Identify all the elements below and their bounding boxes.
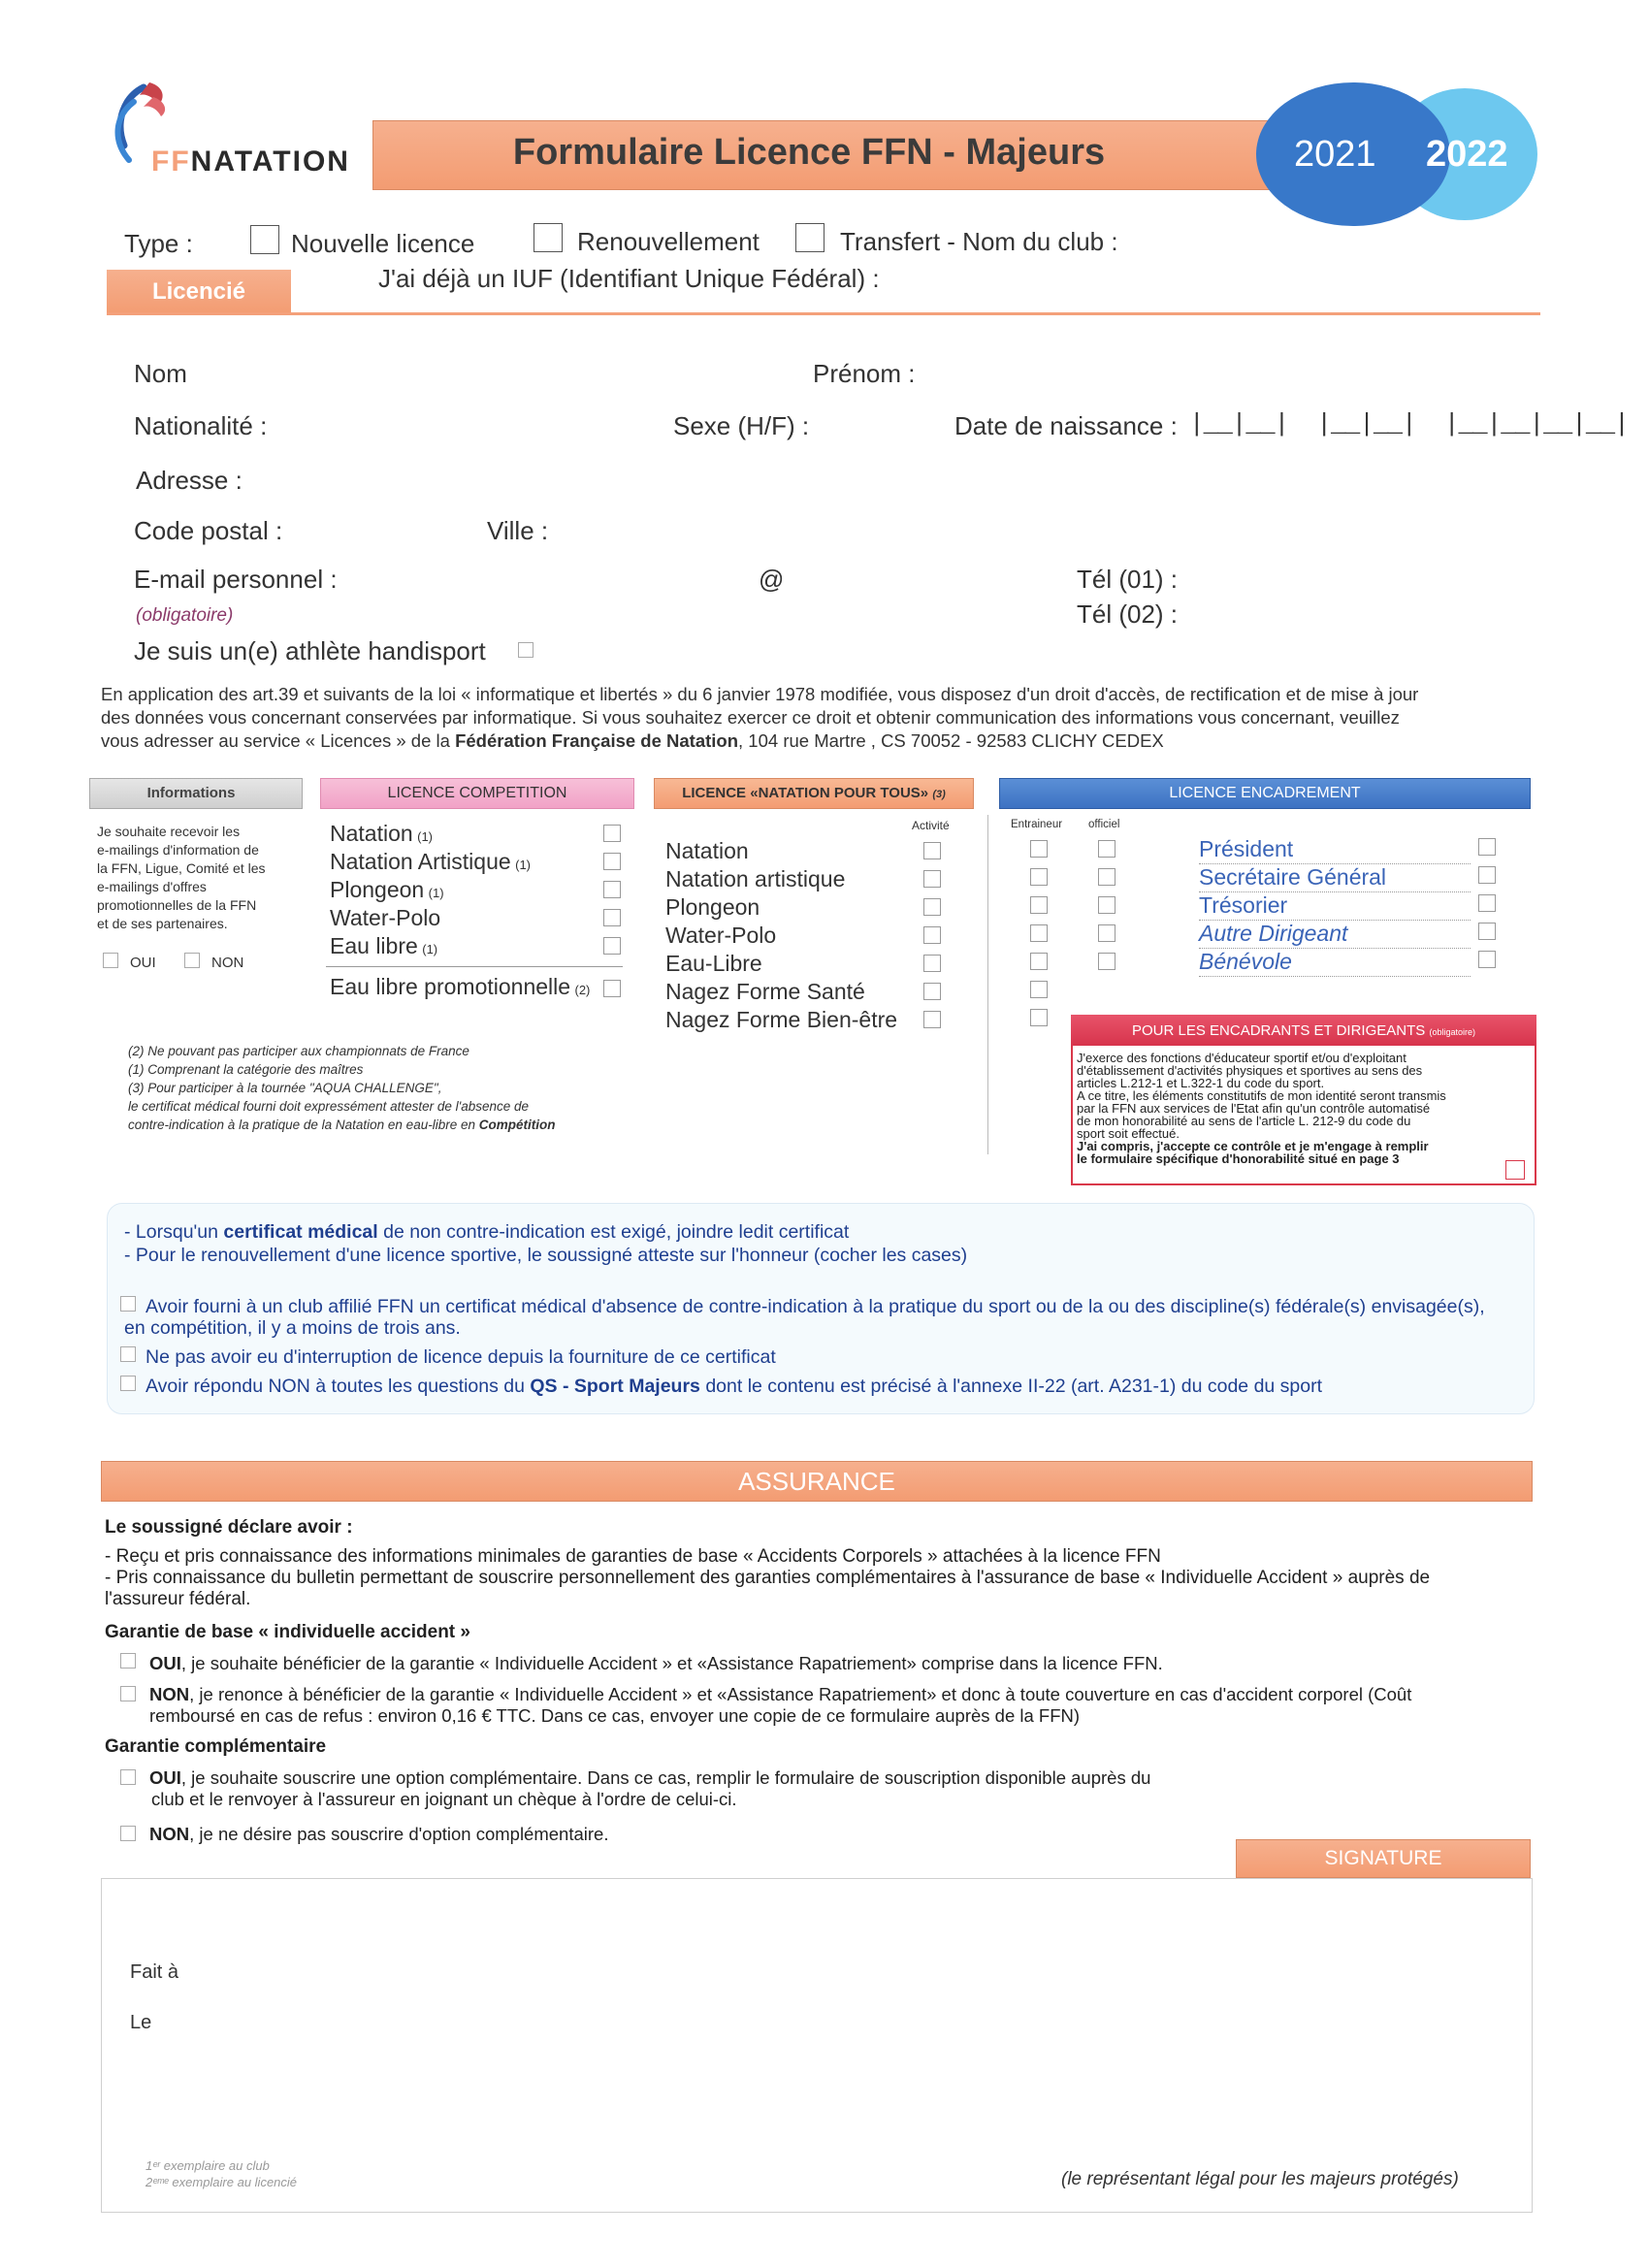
officiel-checkbox-5[interactable] bbox=[1098, 953, 1116, 970]
role-tresorier-checkbox[interactable] bbox=[1478, 894, 1496, 912]
code-postal-field[interactable] bbox=[291, 512, 475, 545]
encadrement-officiel-header: officiel bbox=[1088, 819, 1120, 830]
assurance-title: ASSURANCE bbox=[738, 1467, 895, 1496]
encadrement-tab-label: LICENCE ENCADREMENT bbox=[1169, 785, 1361, 801]
tel1-field[interactable] bbox=[1193, 561, 1523, 594]
cnil-line-3-prefix: vous adresser au service « Licences » de la bbox=[101, 730, 450, 751]
cnil-notice bbox=[101, 683, 1556, 753]
ville-label: Ville : bbox=[487, 516, 549, 545]
garantie-base-title: Garantie de base « individuelle accident » bbox=[105, 1622, 470, 1642]
competition-plongeon-label: Plongeon bbox=[330, 877, 425, 902]
signature-le-field[interactable] bbox=[165, 2006, 747, 2037]
informations-non-checkbox[interactable] bbox=[184, 953, 200, 968]
pour-tous-artistique-checkbox[interactable] bbox=[923, 870, 941, 888]
officiel-checkbox-2[interactable] bbox=[1098, 868, 1116, 886]
informations-oui-checkbox[interactable] bbox=[103, 953, 118, 968]
officiel-checkbox-1[interactable] bbox=[1098, 840, 1116, 858]
tel2-field[interactable] bbox=[1193, 596, 1523, 629]
competition-waterpolo-label: Water-Polo bbox=[330, 905, 441, 930]
pour-tous-waterpolo-label: Water-Polo bbox=[665, 923, 777, 948]
informations-text: Je souhaite recevoir les e-mailings d'information de la FFN, Ligue, Comité et les e-mailings d'offres promotionnelles de la FFN et de ses partenaires. bbox=[97, 824, 266, 931]
signature-fait-label: Fait à bbox=[130, 1961, 179, 1983]
nouvelle-licence-checkbox[interactable] bbox=[250, 225, 279, 254]
cnil-line-3-ffn: Fédération Française de Natation bbox=[455, 730, 739, 751]
adresse-field[interactable] bbox=[252, 462, 1513, 495]
encadrement-entraineur-header: Entraineur bbox=[1011, 819, 1063, 830]
role-secretaire-checkbox[interactable] bbox=[1478, 866, 1496, 884]
adresse-label: Adresse : bbox=[136, 466, 242, 495]
officiel-checkbox-3[interactable] bbox=[1098, 896, 1116, 914]
informations-oui-label: OUI bbox=[130, 955, 156, 971]
pour-tous-bienetre-checkbox[interactable] bbox=[923, 1011, 941, 1028]
sexe-label: Sexe (H/F) : bbox=[673, 411, 810, 440]
medical-qs-text: Avoir répondu NON à toutes les questions du QS - Sport Majeurs dont le contenu est précisé à l'annexe II-22 (art. A231-1) du code du sport bbox=[146, 1376, 1323, 1397]
nom-field[interactable] bbox=[204, 355, 786, 388]
cnil-line-3-suffix: , 104 rue Martre , CS 70052 - 92583 CLICHY CEDEX bbox=[738, 730, 1164, 751]
pour-tous-eaulibre-checkbox[interactable] bbox=[923, 955, 941, 972]
pour-tous-artistique-label: Natation artistique bbox=[665, 866, 846, 891]
competition-plongeon-checkbox[interactable] bbox=[603, 881, 621, 898]
entraineur-checkbox-6[interactable] bbox=[1030, 981, 1048, 998]
handisport-checkbox[interactable] bbox=[518, 642, 534, 658]
encadrement-checkbox-grid bbox=[1030, 838, 1127, 1032]
role-secretaire-label: Secrétaire Général bbox=[1199, 864, 1387, 890]
tel1-label: Tél (01) : bbox=[1077, 565, 1179, 594]
garantie-comp-title: Garantie complémentaire bbox=[105, 1736, 327, 1757]
role-benevole-label: Bénévole bbox=[1199, 949, 1292, 974]
signature-exemplaires: 1ᵉʳ exemplaire au club 2ᵉᵐᵉ exemplaire au licencié bbox=[146, 2158, 298, 2189]
garantie-comp-non-text: NON, je ne désire pas souscrire d'option complémentaire. bbox=[149, 1824, 609, 1844]
competition-eaulibre-label: Eau libre bbox=[330, 933, 418, 958]
email-at-sign: @ bbox=[759, 565, 785, 594]
logo-natation-text: NATATION bbox=[190, 146, 350, 178]
iuf-label: J'ai déjà un IUF (Identifiant Unique Fédéral) : bbox=[378, 264, 880, 293]
garantie-base-non-checkbox[interactable] bbox=[120, 1686, 136, 1701]
year-2022: 2022 bbox=[1426, 134, 1508, 175]
nouvelle-licence-label: Nouvelle licence bbox=[291, 229, 475, 258]
competition-natation-label: Natation bbox=[330, 821, 413, 846]
informations-tab-label: Informations bbox=[146, 785, 236, 801]
type-label: Type : bbox=[124, 229, 193, 258]
licencie-tab-label: Licencié bbox=[151, 278, 246, 305]
email-label: E-mail personnel : bbox=[134, 565, 338, 594]
nom-label: Nom bbox=[134, 359, 187, 388]
tel2-label: Tél (02) : bbox=[1077, 599, 1179, 629]
informations-non-label: NON bbox=[211, 955, 244, 971]
signature-tab-label: SIGNATURE bbox=[1324, 1847, 1442, 1869]
assurance-intro: - Reçu et pris connaissance des informations minimales de garanties de base « Accidents Corporels » attachées à la licence FFN - Pris connaissance du bulletin permettant de souscrire personnellement des garanties complémentaires à l'assurance de base « Individuelle Accident » auprès de l'assureur fédéral. bbox=[105, 1546, 1431, 1609]
medical-intro: - Lorsqu'un certificat médical de non contre-indication est exigé, joindre ledit certificat - Pour le renouvellement d'une licence sportive, le soussigné atteste sur l'honneur (cocher les cases) bbox=[124, 1221, 968, 1266]
email-field[interactable] bbox=[349, 561, 1048, 594]
licencie-rule bbox=[107, 312, 1540, 315]
signature-fait-field[interactable] bbox=[194, 1956, 776, 1987]
pour-tous-list bbox=[665, 838, 956, 1035]
assurance-declare: Le soussigné déclare avoir : bbox=[105, 1517, 353, 1538]
medical-interruption-checkbox[interactable] bbox=[120, 1346, 136, 1362]
pour-tous-activite-header: Activité bbox=[912, 819, 950, 832]
entraineur-checkbox-1[interactable] bbox=[1030, 840, 1048, 858]
pour-tous-natation-checkbox[interactable] bbox=[923, 842, 941, 859]
handisport-label: Je suis un(e) athlète handisport bbox=[134, 636, 486, 665]
competition-eaulibre-checkbox[interactable] bbox=[603, 937, 621, 955]
nationalite-field[interactable] bbox=[276, 407, 664, 440]
officiel-checkbox-4[interactable] bbox=[1098, 924, 1116, 942]
dirigeants-text: J'exerce des fonctions d'éducateur sportif et/ou d'exploitant d'établissement d'activités physiques et sportives au sens des articles L.212-1 et L.322-1 du code du sport. A ce titre, les éléments constitutifs de mon identité seront transmis par la FFN aux services de l'Etat afin qu'un contrôle automatisé de mon honorabilité au sens de l'article L. 212-9 du code du sport soit effectué. J'ai compris, j'accepte ce contrôle et je m'engage à remplir le formulaire spécifique d'honorabilité situé en page 3 bbox=[1077, 1051, 1446, 1166]
pour-tous-plongeon-checkbox[interactable] bbox=[923, 898, 941, 916]
role-tresorier-label: Trésorier bbox=[1199, 892, 1288, 918]
nationalite-label: Nationalité : bbox=[134, 411, 268, 440]
pour-tous-waterpolo-checkbox[interactable] bbox=[923, 926, 941, 944]
prenom-label: Prénom : bbox=[813, 359, 916, 388]
competition-tab-label: LICENCE COMPETITION bbox=[387, 785, 567, 801]
competition-natation-checkbox[interactable] bbox=[603, 825, 621, 842]
garantie-base-oui-checkbox[interactable] bbox=[120, 1653, 136, 1669]
competition-list: Natation (1) Natation Artistique (1) Plongeon (1) Water-Polo Eau libre (1) bbox=[330, 821, 630, 961]
renouvellement-checkbox[interactable] bbox=[534, 223, 563, 252]
dirigeants-tab-label: POUR LES ENCADRANTS ET DIRIGEANTS (obligatoire) bbox=[1132, 1022, 1475, 1039]
competition-artistique-checkbox[interactable] bbox=[603, 853, 621, 870]
signature-le-label: Le bbox=[130, 2012, 152, 2033]
sexe-field[interactable] bbox=[815, 407, 931, 440]
pour-tous-tab-label: LICENCE «NATATION POUR TOUS» (3) bbox=[682, 785, 946, 801]
role-benevole-checkbox[interactable] bbox=[1478, 951, 1496, 968]
date-naissance-field[interactable]: |__|__| |__|__| |__|__|__|__| bbox=[1189, 409, 1629, 438]
competition-promo-checkbox[interactable] bbox=[603, 980, 621, 997]
pour-tous-sante-label: Nagez Forme Santé bbox=[665, 979, 865, 1004]
entraineur-checkbox-7[interactable] bbox=[1030, 1009, 1048, 1026]
medical-certificat-text: Avoir fourni à un club affilié FFN un certificat médical d'absence de contre-indication à la pratique du sport ou de la ou des discipline(s) fédérale(s) envisagée(s), en compétition, il y a moins de trois ans. bbox=[124, 1296, 1485, 1339]
prenom-field[interactable] bbox=[922, 355, 1504, 388]
competition-promo: Eau libre promotionnelle (2) bbox=[330, 974, 591, 999]
entraineur-checkbox-2[interactable] bbox=[1030, 868, 1048, 886]
pour-tous-bienetre-label: Nagez Forme Bien-être bbox=[665, 1007, 898, 1032]
dirigeants-checkbox[interactable] bbox=[1505, 1160, 1525, 1180]
medical-qs-checkbox[interactable] bbox=[120, 1376, 136, 1391]
column-separator bbox=[987, 815, 988, 1154]
date-naissance-label: Date de naissance : bbox=[954, 411, 1178, 440]
role-president-checkbox[interactable] bbox=[1478, 838, 1496, 856]
pour-tous-plongeon-label: Plongeon bbox=[665, 894, 760, 920]
garantie-base-non-text: NON, je renonce à bénéficier de la garantie « Individuelle Accident » et «Assistance Rapatriement» et donc à toute couverture en cas d'accident corporel (Coût remboursé en cas de refus : environ 0,16 € TTC. Dans ce cas, envoyer une copie de ce formulaire auprès de la FFN) bbox=[149, 1684, 1412, 1726]
encadrement-roles bbox=[1199, 836, 1500, 977]
cnil-line-1: En application des art.39 et suivants de la loi « informatique et libertés » du 6 janvier 1978 modifiée, vous disposez d'un droit d'accès, de rectification et de mise à jour bbox=[101, 684, 1419, 704]
signature-area[interactable] bbox=[873, 1901, 1513, 2163]
renouvellement-label: Renouvellement bbox=[577, 227, 760, 256]
garantie-comp-oui-checkbox[interactable] bbox=[120, 1769, 136, 1785]
pour-tous-sante-checkbox[interactable] bbox=[923, 983, 941, 1000]
ffn-logo bbox=[85, 78, 357, 184]
competition-promo-label: Eau libre promotionnelle bbox=[330, 974, 571, 999]
logo-ff-text: FF bbox=[151, 146, 191, 178]
transfert-label: Transfert - Nom du club : bbox=[840, 227, 1118, 256]
role-autre-dirigeant-label: Autre Dirigeant bbox=[1199, 921, 1348, 946]
entraineur-checkbox-3[interactable] bbox=[1030, 896, 1048, 914]
role-president-label: Président bbox=[1199, 836, 1294, 861]
garantie-comp-non-checkbox[interactable] bbox=[120, 1826, 136, 1841]
entraineur-checkbox-5[interactable] bbox=[1030, 953, 1048, 970]
competition-footnotes: (2) Ne pouvant pas participer aux championnats de France (1) Comprenant la catégorie des maîtres (3) Pour participer à la tournée "AQUA CHALLENGE", le certificat médical fourni doit expressément attester de l'absence de contre-indication à la pratique de la Natation en eau-libre en Compétition bbox=[128, 1044, 556, 1132]
competition-divider bbox=[326, 966, 623, 967]
cnil-line-2: des données vous concernant conservées par informatique. Si vous souhaitez exercer ce droit et obtenir communication des informations vous concernant, veuillez bbox=[101, 707, 1400, 728]
transfert-checkbox[interactable] bbox=[795, 223, 824, 252]
competition-artistique-label: Natation Artistique bbox=[330, 849, 511, 874]
pour-tous-natation-label: Natation bbox=[665, 838, 749, 863]
year-2021: 2021 bbox=[1294, 134, 1376, 175]
code-postal-label: Code postal : bbox=[134, 516, 283, 545]
ville-field[interactable] bbox=[558, 512, 1431, 545]
role-autre-dirigeant-checkbox[interactable] bbox=[1478, 923, 1496, 940]
entraineur-checkbox-4[interactable] bbox=[1030, 924, 1048, 942]
pour-tous-eaulibre-label: Eau-Libre bbox=[665, 951, 762, 976]
medical-interruption-text: Ne pas avoir eu d'interruption de licence depuis la fourniture de ce certificat bbox=[146, 1346, 776, 1368]
garantie-comp-oui-text: OUI, je souhaite souscrire une option complémentaire. Dans ce cas, remplir le formulaire de souscription disponible auprès du club et le renvoyer à l'assureur en joignant un chèque à l'ordre de celui-ci. bbox=[149, 1767, 1151, 1809]
competition-waterpolo-checkbox[interactable] bbox=[603, 909, 621, 926]
email-obligatoire-note: (obligatoire) bbox=[136, 605, 234, 626]
garantie-base-oui-text: OUI, je souhaite bénéficier de la garantie « Individuelle Accident » et «Assistance Rapatriement» comprise dans la licence FFN. bbox=[149, 1653, 1163, 1673]
signature-representant: (le représentant légal pour les majeurs protégés) bbox=[1061, 2169, 1459, 2189]
page-title: Formulaire Licence FFN - Majeurs bbox=[512, 132, 1106, 173]
